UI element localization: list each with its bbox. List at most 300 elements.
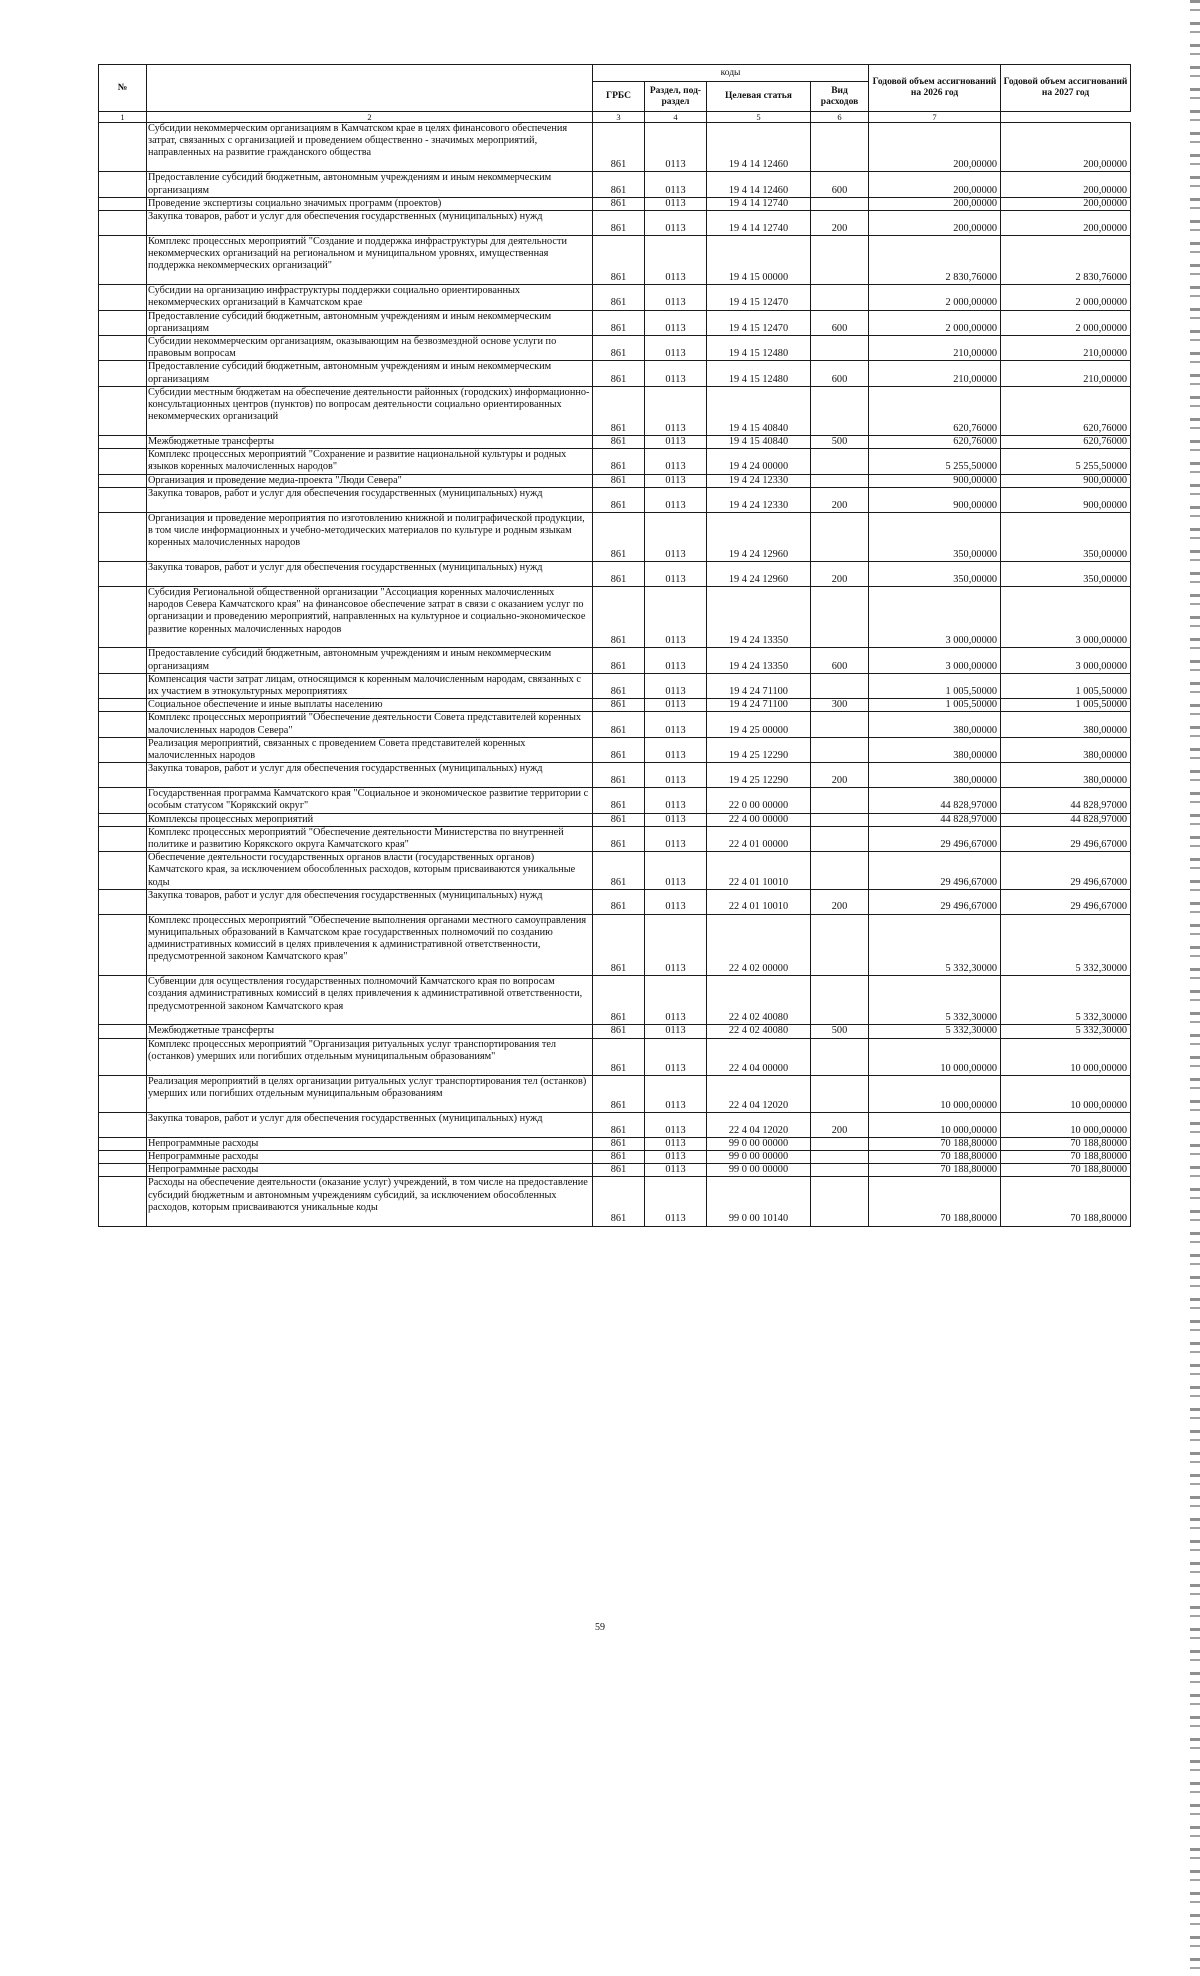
grbs-header: ГРБС — [593, 82, 645, 112]
section-cell: 0113 — [645, 285, 707, 310]
target-article-cell: 19 4 15 00000 — [707, 235, 811, 284]
section-cell: 0113 — [645, 436, 707, 449]
column-number: 6 — [811, 112, 869, 123]
section-cell: 0113 — [645, 197, 707, 210]
grbs-cell: 861 — [593, 512, 645, 561]
amount-2026-cell: 1 005,50000 — [869, 673, 1001, 698]
target-article-cell: 19 4 14 12740 — [707, 210, 811, 235]
target-article-cell: 19 4 24 13350 — [707, 648, 811, 673]
grbs-cell: 861 — [593, 737, 645, 762]
item-name-cell: Предоставление субсидий бюджетным, автономным учреждениям и иным некоммерческим организациям — [147, 648, 593, 673]
target-article-cell: 22 4 01 10010 — [707, 889, 811, 914]
grbs-cell: 861 — [593, 436, 645, 449]
amount-2026-cell: 350,00000 — [869, 562, 1001, 587]
amount-2027-cell: 620,76000 — [1001, 436, 1131, 449]
amount-2027-cell: 29 496,67000 — [1001, 852, 1131, 890]
section-cell: 0113 — [645, 1038, 707, 1075]
item-name-cell: Комплекс процессных мероприятий "Обеспечение деятельности Министерства по внутренней политике и развитию Корякского округа Камчатского края" — [147, 826, 593, 851]
row-number-cell — [99, 1038, 147, 1075]
expense-kind-cell: 200 — [811, 562, 869, 587]
amount-2026-cell: 210,00000 — [869, 335, 1001, 360]
column-numbers-row — [99, 112, 1131, 123]
grbs-cell: 861 — [593, 1038, 645, 1075]
grbs-cell: 861 — [593, 889, 645, 914]
amount-2026-cell: 70 188,80000 — [869, 1164, 1001, 1177]
section-cell: 0113 — [645, 1177, 707, 1226]
amount-2026-cell: 44 828,97000 — [869, 788, 1001, 813]
expense-kind-cell — [811, 813, 869, 826]
row-number-cell — [99, 123, 147, 172]
item-name-cell: Закупка товаров, работ и услуг для обеспечения государственных (муниципальных) нужд — [147, 562, 593, 587]
item-name-cell: Расходы на обеспечение деятельности (оказание услуг) учреждений, в том числе на предоставление субсидий бюджетным и автономным учреждениям субсидий, за исключением обособленных расходов, которым присваиваются уникальные коды — [147, 1177, 593, 1226]
table-row — [99, 335, 1131, 360]
grbs-cell: 861 — [593, 210, 645, 235]
grbs-cell: 861 — [593, 449, 645, 474]
grbs-cell: 861 — [593, 285, 645, 310]
item-name-cell: Социальное обеспечение и иные выплаты населению — [147, 699, 593, 712]
expense-kind-cell: 600 — [811, 310, 869, 335]
row-number-cell — [99, 673, 147, 698]
amount-2026-cell: 29 496,67000 — [869, 889, 1001, 914]
target-article-cell: 22 4 01 10010 — [707, 852, 811, 890]
grbs-cell: 861 — [593, 1075, 645, 1112]
amount-2026-cell: 210,00000 — [869, 361, 1001, 386]
amount-2026-cell: 200,00000 — [869, 197, 1001, 210]
section-cell: 0113 — [645, 976, 707, 1025]
section-cell: 0113 — [645, 474, 707, 487]
target-article-cell: 19 4 15 12470 — [707, 285, 811, 310]
row-number-cell — [99, 235, 147, 284]
amount-2026-cell: 2 830,76000 — [869, 235, 1001, 284]
table-row — [99, 852, 1131, 890]
amount-2027-cell: 620,76000 — [1001, 386, 1131, 435]
grbs-cell: 861 — [593, 788, 645, 813]
grbs-cell: 861 — [593, 852, 645, 890]
amount-2026-cell: 3 000,00000 — [869, 586, 1001, 648]
table-row — [99, 1164, 1131, 1177]
expense-kind-cell: 200 — [811, 763, 869, 788]
row-number-cell — [99, 586, 147, 648]
table-row — [99, 449, 1131, 474]
section-cell: 0113 — [645, 648, 707, 673]
amount-2027-cell: 2 000,00000 — [1001, 285, 1131, 310]
amount-2027-cell: 5 332,30000 — [1001, 914, 1131, 976]
grbs-cell: 861 — [593, 1112, 645, 1137]
amount-2027-cell: 10 000,00000 — [1001, 1112, 1131, 1137]
expense-kind-cell: 200 — [811, 210, 869, 235]
grbs-cell: 861 — [593, 235, 645, 284]
table-row — [99, 976, 1131, 1025]
page-number: 59 — [595, 1622, 605, 1633]
column-number: 1 — [99, 112, 147, 123]
amount-2026-cell: 5 255,50000 — [869, 449, 1001, 474]
codes-header: коды — [593, 65, 869, 82]
amount-2026-cell: 5 332,30000 — [869, 1025, 1001, 1038]
expense-kind-cell — [811, 976, 869, 1025]
target-article-cell: 99 0 00 00000 — [707, 1164, 811, 1177]
table-row — [99, 197, 1131, 210]
item-name-cell: Закупка товаров, работ и услуг для обеспечения государственных (муниципальных) нужд — [147, 210, 593, 235]
grbs-cell: 861 — [593, 1150, 645, 1163]
grbs-cell: 861 — [593, 335, 645, 360]
grbs-cell: 861 — [593, 361, 645, 386]
table-row — [99, 1177, 1131, 1226]
expense-kind-cell: 600 — [811, 172, 869, 197]
grbs-cell: 861 — [593, 172, 645, 197]
amount-2027-cell: 10 000,00000 — [1001, 1038, 1131, 1075]
item-name-cell: Непрограммные расходы — [147, 1137, 593, 1150]
item-name-cell: Комплекс процессных мероприятий "Обеспечение деятельности Совета представителей коренных малочисленных народов Севера" — [147, 712, 593, 737]
amount-2026-cell: 2 000,00000 — [869, 310, 1001, 335]
amount-2026-cell: 380,00000 — [869, 737, 1001, 762]
amount-2026-cell: 70 188,80000 — [869, 1150, 1001, 1163]
table-row — [99, 586, 1131, 648]
grbs-cell: 861 — [593, 474, 645, 487]
target-article-cell: 19 4 25 12290 — [707, 763, 811, 788]
section-cell: 0113 — [645, 1164, 707, 1177]
target-article-cell: 22 4 01 00000 — [707, 826, 811, 851]
amount-2026-cell: 3 000,00000 — [869, 648, 1001, 673]
row-number-cell — [99, 474, 147, 487]
grbs-cell: 861 — [593, 673, 645, 698]
table-row — [99, 210, 1131, 235]
section-cell: 0113 — [645, 1025, 707, 1038]
item-name-cell: Закупка товаров, работ и услуг для обеспечения государственных (муниципальных) нужд — [147, 889, 593, 914]
table-row — [99, 1112, 1131, 1137]
section-cell: 0113 — [645, 586, 707, 648]
expense-kind-cell: 200 — [811, 889, 869, 914]
item-name-cell: Реализация мероприятий, связанных с проведением Совета представителей коренных малочисленных народов — [147, 737, 593, 762]
table-row — [99, 512, 1131, 561]
expense-kind-cell: 500 — [811, 436, 869, 449]
item-name-cell: Закупка товаров, работ и услуг для обеспечения государственных (муниципальных) нужд — [147, 487, 593, 512]
grbs-cell: 861 — [593, 1025, 645, 1038]
amount-2026-cell: 10 000,00000 — [869, 1112, 1001, 1137]
grbs-cell: 861 — [593, 1164, 645, 1177]
item-name-cell: Организация и проведение мероприятия по изготовлению книжной и полиграфической продукции, в том числе информационных и учебно-методических материалов по культуре и родным языкам коренных малочисленных народов — [147, 512, 593, 561]
item-name-cell: Субсидии местным бюджетам на обеспечение деятельности районных (городских) информационно-консультационных центров (пунктов) по вопросам деятельности социально ориентированных некоммерческих организаций — [147, 386, 593, 435]
item-name-cell: Организация и проведение медиа-проекта "Люди Севера" — [147, 474, 593, 487]
expense-kind-cell — [811, 449, 869, 474]
grbs-cell: 861 — [593, 699, 645, 712]
item-name-cell: Субсидии на организацию инфраструктуры поддержки социально ориентированных некоммерческих организаций в Камчатском крае — [147, 285, 593, 310]
section-cell: 0113 — [645, 512, 707, 561]
table-row — [99, 487, 1131, 512]
table-row — [99, 562, 1131, 587]
target-article-cell: 19 4 24 12330 — [707, 474, 811, 487]
item-name-cell: Проведение экспертизы социально значимых программ (проектов) — [147, 197, 593, 210]
item-name-cell: Предоставление субсидий бюджетным, автономным учреждениям и иным некоммерческим организациям — [147, 310, 593, 335]
amount-2027-cell: 44 828,97000 — [1001, 813, 1131, 826]
kind-header: Вид расходов — [811, 82, 869, 112]
target-article-cell: 22 4 04 12020 — [707, 1075, 811, 1112]
column-number: 2 — [147, 112, 593, 123]
amount-2026-cell: 900,00000 — [869, 487, 1001, 512]
expense-kind-cell — [811, 512, 869, 561]
section-cell: 0113 — [645, 699, 707, 712]
section-header: Раздел, под-раздел — [645, 82, 707, 112]
expense-kind-cell — [811, 586, 869, 648]
section-cell: 0113 — [645, 449, 707, 474]
target-article-cell: 99 0 00 00000 — [707, 1137, 811, 1150]
row-number-cell — [99, 285, 147, 310]
item-name-cell: Субсидии некоммерческим организациям, оказывающим на безвозмездной основе услуги по правовым вопросам — [147, 335, 593, 360]
amount-2027-cell: 380,00000 — [1001, 763, 1131, 788]
table-row — [99, 763, 1131, 788]
amount-2027-cell: 3 000,00000 — [1001, 648, 1131, 673]
section-cell: 0113 — [645, 788, 707, 813]
target-article-cell: 19 4 14 12460 — [707, 172, 811, 197]
expense-kind-cell — [811, 788, 869, 813]
target-article-cell: 19 4 15 40840 — [707, 386, 811, 435]
row-number-cell — [99, 889, 147, 914]
amount-2027-cell: 350,00000 — [1001, 512, 1131, 561]
section-cell: 0113 — [645, 562, 707, 587]
section-cell: 0113 — [645, 386, 707, 435]
row-number-cell — [99, 197, 147, 210]
amount-2027-cell: 200,00000 — [1001, 197, 1131, 210]
item-name-cell: Межбюджетные трансферты — [147, 436, 593, 449]
expense-kind-cell — [811, 673, 869, 698]
amount-2027-cell: 10 000,00000 — [1001, 1075, 1131, 1112]
column-number: 5 — [707, 112, 811, 123]
item-name-cell: Обеспечение деятельности государственных органов власти (государственных органов) Камчатского края, за исключением обособленных расходов, которым присваиваются уникальные коды — [147, 852, 593, 890]
expense-kind-cell — [811, 1038, 869, 1075]
target-article-cell: 19 4 15 12480 — [707, 335, 811, 360]
amount-2026-cell: 380,00000 — [869, 763, 1001, 788]
item-name-cell: Предоставление субсидий бюджетным, автономным учреждениям и иным некоммерческим организациям — [147, 361, 593, 386]
budget-table — [98, 64, 1131, 1227]
target-article-cell: 22 0 00 00000 — [707, 788, 811, 813]
grbs-cell: 861 — [593, 914, 645, 976]
amount-2026-cell: 350,00000 — [869, 512, 1001, 561]
row-number-cell — [99, 449, 147, 474]
target-article-cell: 99 0 00 10140 — [707, 1177, 811, 1226]
target-article-cell: 22 4 00 00000 — [707, 813, 811, 826]
target-article-cell: 19 4 24 71100 — [707, 673, 811, 698]
amount-2027-cell: 5 332,30000 — [1001, 1025, 1131, 1038]
table-row — [99, 826, 1131, 851]
amount-2027-cell: 2 000,00000 — [1001, 310, 1131, 335]
target-article-cell: 22 4 04 00000 — [707, 1038, 811, 1075]
amount-2027-cell: 29 496,67000 — [1001, 889, 1131, 914]
row-number-cell — [99, 699, 147, 712]
grbs-cell: 861 — [593, 763, 645, 788]
grbs-cell: 861 — [593, 1177, 645, 1226]
amount-2027-cell: 380,00000 — [1001, 712, 1131, 737]
section-cell: 0113 — [645, 310, 707, 335]
amount-2026-cell: 44 828,97000 — [869, 813, 1001, 826]
amount-2026-cell: 900,00000 — [869, 474, 1001, 487]
expense-kind-cell — [811, 712, 869, 737]
target-article-cell: 19 4 24 00000 — [707, 449, 811, 474]
row-number-cell — [99, 1075, 147, 1112]
grbs-cell: 861 — [593, 813, 645, 826]
section-cell: 0113 — [645, 1150, 707, 1163]
grbs-cell: 861 — [593, 197, 645, 210]
amount-2027-cell: 380,00000 — [1001, 737, 1131, 762]
table-row — [99, 172, 1131, 197]
section-cell: 0113 — [645, 123, 707, 172]
amount-2026-cell: 380,00000 — [869, 712, 1001, 737]
table-row — [99, 889, 1131, 914]
section-cell: 0113 — [645, 172, 707, 197]
amount-2026-cell: 200,00000 — [869, 123, 1001, 172]
grbs-cell: 861 — [593, 976, 645, 1025]
amount-2027-cell: 70 188,80000 — [1001, 1137, 1131, 1150]
target-article-cell: 19 4 24 71100 — [707, 699, 811, 712]
row-number-cell — [99, 361, 147, 386]
item-name-cell: Государственная программа Камчатского края "Социальное и экономическое развитие территории с особым статусом "Корякский округ" — [147, 788, 593, 813]
item-name-cell: Комплекс процессных мероприятий "Сохранение и развитие национальной культуры и родных языков коренных малочисленных народов" — [147, 449, 593, 474]
expense-kind-cell — [811, 1177, 869, 1226]
expense-kind-cell: 600 — [811, 361, 869, 386]
table-row — [99, 788, 1131, 813]
amount-2027-cell: 3 000,00000 — [1001, 586, 1131, 648]
item-name-cell: Комплекс процессных мероприятий "Обеспечение выполнения органами местного самоуправления муниципальных образований в Камчатском крае государственных полномочий по созданию административных комиссий в целях привлечения к административной ответственности, предусмотренной законом Камчатского края" — [147, 914, 593, 976]
item-name-cell: Субсидии некоммерческим организациям в Камчатском крае в целях финансового обеспечения затрат, связанных с организацией и проведением общественно - значимых мероприятий, направленных на развитие гражданского общества — [147, 123, 593, 172]
table-row — [99, 813, 1131, 826]
amount-2027-cell: 900,00000 — [1001, 474, 1131, 487]
scan-page-edge — [1190, 0, 1200, 1976]
amount-2026-cell: 70 188,80000 — [869, 1137, 1001, 1150]
item-name-cell: Субсидия Региональной общественной организации "Ассоциация коренных малочисленных народов Севера Камчатского края" на финансовое обеспечение затрат в связи с оказанием услуг по организации и проведению мероприятий, направленных на культурное и социально-экономическое развитие коренных малочисленных народов — [147, 586, 593, 648]
grbs-cell: 861 — [593, 562, 645, 587]
table-row — [99, 712, 1131, 737]
expense-kind-cell: 200 — [811, 487, 869, 512]
amount-2026-cell: 200,00000 — [869, 210, 1001, 235]
table-row — [99, 436, 1131, 449]
amount-2026-cell: 1 005,50000 — [869, 699, 1001, 712]
amount-2027-cell: 44 828,97000 — [1001, 788, 1131, 813]
expense-kind-cell — [811, 335, 869, 360]
grbs-cell: 861 — [593, 712, 645, 737]
row-number-cell — [99, 172, 147, 197]
table-row — [99, 1137, 1131, 1150]
section-cell: 0113 — [645, 210, 707, 235]
target-article-cell: 22 4 04 12020 — [707, 1112, 811, 1137]
table-row — [99, 699, 1131, 712]
section-cell: 0113 — [645, 1112, 707, 1137]
column-number: 3 — [593, 112, 645, 123]
expense-kind-cell — [811, 852, 869, 890]
amount-2026-cell: 29 496,67000 — [869, 852, 1001, 890]
expense-kind-cell: 200 — [811, 1112, 869, 1137]
table-row — [99, 123, 1131, 172]
amount-2026-cell: 200,00000 — [869, 172, 1001, 197]
row-number-cell — [99, 386, 147, 435]
row-number-cell — [99, 1164, 147, 1177]
row-number-cell — [99, 914, 147, 976]
grbs-cell: 861 — [593, 310, 645, 335]
target-article-cell: 19 4 15 12470 — [707, 310, 811, 335]
column-number: 7 — [869, 112, 1001, 123]
row-number-cell — [99, 813, 147, 826]
grbs-cell: 861 — [593, 487, 645, 512]
expense-kind-cell — [811, 1150, 869, 1163]
row-number-cell — [99, 487, 147, 512]
expense-kind-cell — [811, 123, 869, 172]
item-name-cell: Реализация мероприятий в целях организации ритуальных услуг транспортирования тел (останков) умерших или погибших отдельным муниципальным образованиям — [147, 1075, 593, 1112]
row-number-cell — [99, 976, 147, 1025]
section-cell: 0113 — [645, 361, 707, 386]
target-article-cell: 19 4 24 12960 — [707, 562, 811, 587]
row-number-cell — [99, 436, 147, 449]
amount-2026-cell: 620,76000 — [869, 436, 1001, 449]
amount-2026-cell: 5 332,30000 — [869, 976, 1001, 1025]
target-article-cell: 19 4 14 12740 — [707, 197, 811, 210]
amount-2026-cell: 620,76000 — [869, 386, 1001, 435]
section-cell: 0113 — [645, 1137, 707, 1150]
grbs-cell: 861 — [593, 826, 645, 851]
row-number-cell — [99, 562, 147, 587]
section-cell: 0113 — [645, 813, 707, 826]
row-number-cell — [99, 712, 147, 737]
section-cell: 0113 — [645, 826, 707, 851]
target-article-cell: 19 4 15 12480 — [707, 361, 811, 386]
row-number-cell — [99, 737, 147, 762]
target-article-cell: 22 4 02 40080 — [707, 1025, 811, 1038]
table-row — [99, 1150, 1131, 1163]
amount-2027-cell: 1 005,50000 — [1001, 673, 1131, 698]
table-row — [99, 648, 1131, 673]
row-number-cell — [99, 1112, 147, 1137]
amount-2027-cell: 70 188,80000 — [1001, 1177, 1131, 1226]
expense-kind-cell — [811, 386, 869, 435]
item-name-cell: Компенсация части затрат лицам, относящимся к коренным малочисленным народам, связанных с их участием в этнокультурных мероприятиях — [147, 673, 593, 698]
column-number: 4 — [645, 112, 707, 123]
amount-2027-cell: 70 188,80000 — [1001, 1164, 1131, 1177]
row-number-cell — [99, 310, 147, 335]
item-name-cell: Закупка товаров, работ и услуг для обеспечения государственных (муниципальных) нужд — [147, 763, 593, 788]
table-row — [99, 1075, 1131, 1112]
row-number-cell — [99, 763, 147, 788]
grbs-cell: 861 — [593, 586, 645, 648]
item-name-cell: Субвенции для осуществления государственных полномочий Камчатского края по вопросам создания административных комиссий в целях привлечения к административной ответственности, предусмотренной законом Камчатского края — [147, 976, 593, 1025]
amount-2026-cell: 10 000,00000 — [869, 1038, 1001, 1075]
vol-2026-header: Годовой объем ассигнований на 2026 год — [869, 65, 1001, 112]
section-cell: 0113 — [645, 712, 707, 737]
amount-2027-cell: 210,00000 — [1001, 361, 1131, 386]
col-num-header: № — [99, 65, 147, 112]
item-name-cell: Комплексы процессных мероприятий — [147, 813, 593, 826]
item-name-cell: Непрограммные расходы — [147, 1150, 593, 1163]
target-article-cell: 19 4 24 12330 — [707, 487, 811, 512]
amount-2027-cell: 200,00000 — [1001, 210, 1131, 235]
table-row — [99, 235, 1131, 284]
expense-kind-cell: 500 — [811, 1025, 869, 1038]
amount-2026-cell: 2 000,00000 — [869, 285, 1001, 310]
amount-2027-cell: 2 830,76000 — [1001, 235, 1131, 284]
table-row — [99, 914, 1131, 976]
item-name-cell: Предоставление субсидий бюджетным, автономным учреждениям и иным некоммерческим организациям — [147, 172, 593, 197]
expense-kind-cell — [811, 1164, 869, 1177]
row-number-cell — [99, 826, 147, 851]
table-row — [99, 310, 1131, 335]
row-number-cell — [99, 1177, 147, 1226]
row-number-cell — [99, 788, 147, 813]
table-row — [99, 361, 1131, 386]
target-article-cell: 19 4 25 00000 — [707, 712, 811, 737]
item-name-cell: Комплекс процессных мероприятий "Организация ритуальных услуг транспортирования тел (останков) умерших или погибших отдельным муниципальным образованиям" — [147, 1038, 593, 1075]
expense-kind-cell — [811, 235, 869, 284]
col-name-header — [147, 65, 593, 112]
item-name-cell: Межбюджетные трансферты — [147, 1025, 593, 1038]
target-header: Целевая статья — [707, 82, 811, 112]
expense-kind-cell — [811, 197, 869, 210]
target-article-cell: 19 4 25 12290 — [707, 737, 811, 762]
amount-2027-cell: 1 005,50000 — [1001, 699, 1131, 712]
